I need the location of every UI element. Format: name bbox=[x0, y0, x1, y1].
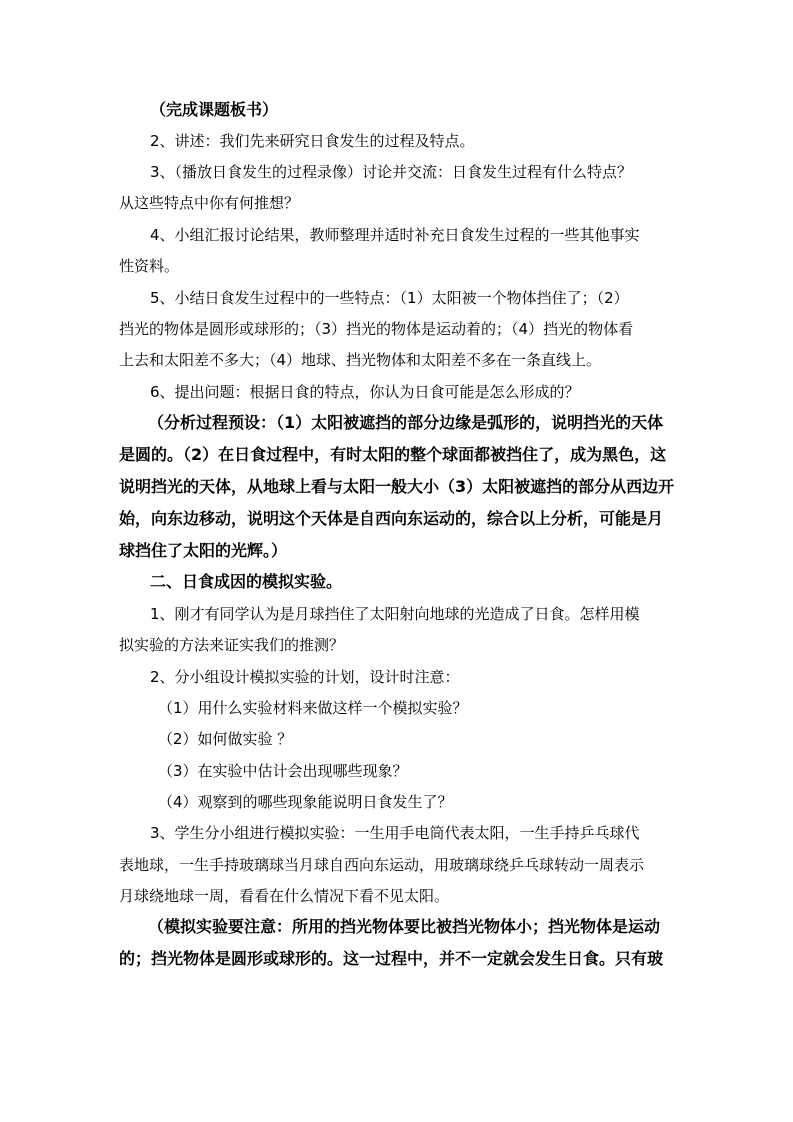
text-line: 6、提出问题：根据日食的特点，你认为日食可能是怎么形成的？ bbox=[150, 383, 580, 401]
text-line: 从这些特点中你有何推想？ bbox=[119, 194, 300, 212]
text-line: 3、（播放日食发生的过程录像）讨论并交流：日食发生过程有什么特点？ bbox=[150, 163, 633, 181]
text-line: （完成课题板书） bbox=[150, 100, 279, 119]
text-line: 说明挡光的天体，从地球上看与太阳一般大小（3）太阳被遮挡的部分从西边开 bbox=[119, 477, 675, 496]
text-line: 的；挡光物体是圆形或球形的。这一过程中，并不一定就会发生日食。只有玻 bbox=[119, 949, 664, 968]
text-line: （模拟实验要注意：所用的挡光物体要比被挡光物体小；挡光物体是运动 bbox=[148, 917, 661, 936]
text-line: 是圆的。（2）在日食过程中，有时太阳的整个球面都被挡住了，成为黑色，这 bbox=[119, 445, 667, 464]
text-line: 上去和太阳差不多大；（4）地球、挡光物体和太阳差不多在一条直线上。 bbox=[119, 351, 602, 369]
text-line: 月球绕地球一周，看看在什么情况下看不见太阳。 bbox=[119, 887, 450, 905]
text-line: （分析过程预设：（1）太阳被遮挡的部分边缘是弧形的，说明挡光的天体 bbox=[148, 413, 664, 432]
text-line: 4、小组汇报讨论结果，教师整理并适时补充日食发生过程的一些其他事实 bbox=[150, 226, 640, 244]
text-line: 2、分小组设计模拟实验的计划，设计时注意： bbox=[150, 668, 460, 686]
text-line: 性资料。 bbox=[119, 257, 180, 275]
list-item: （1）用什么实验材料来做这样一个模拟实验？ bbox=[158, 699, 468, 717]
text-line: 挡光的物体是圆形或球形的；（3）挡光的物体是运动着的；（4）挡光的物体看 bbox=[119, 320, 634, 338]
text-line: 球挡住了太阳的光辉。） bbox=[119, 541, 288, 560]
text-line: 表地球，一生手持玻璃球当月球自西向东运动，用玻璃球绕乒乓球转动一周表示 bbox=[119, 856, 645, 874]
text-line: 始，向东边移动，说明这个天体是自西向东运动的，综合以上分析，可能是月 bbox=[119, 509, 664, 528]
section-heading: 二、日食成因的模拟实验。 bbox=[150, 572, 343, 591]
text-line: 1、刚才有同学认为是月球挡住了太阳射向地球的光造成了日食。怎样用模 bbox=[150, 605, 640, 623]
text-line: 拟实验的方法来证实我们的推测？ bbox=[119, 636, 345, 654]
list-item: （4）观察到的哪些现象能说明日食发生了？ bbox=[158, 793, 453, 811]
text-line: 5、小结日食发生过程中的一些特点：（1）太阳被一个物体挡住了；（2） bbox=[150, 289, 629, 307]
text-line: 2、讲述：我们先来研究日食发生的过程及特点。 bbox=[150, 132, 475, 150]
text-line: 3、学生分小组进行模拟实验：一生用手电筒代表太阳，一生手持乒乓球代 bbox=[150, 824, 640, 842]
list-item: （2）如何做实验 ？ bbox=[158, 730, 293, 748]
list-item: （3）在实验中估计会出现哪些现象？ bbox=[158, 762, 408, 780]
